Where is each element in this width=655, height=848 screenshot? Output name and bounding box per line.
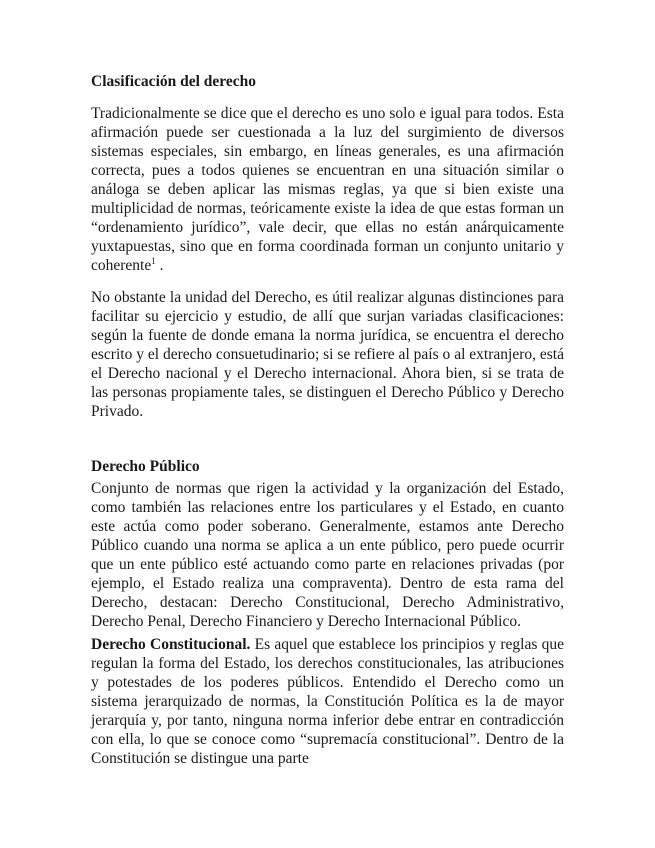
paragraph-derecho-publico-1: Conjunto de normas que rigen la actividad y la organización del Estado, como también las relaciones entre los particulares y el Estado, en cuanto este actúa como poder soberano. Generalmente, estamos ante Derecho Público cuando una norma se aplica a un ente público, pero puede ocurrir que un ente público esté actuando como parte en relaciones privadas (por ejemplo, el Estado realiza una compraventa). Dentro de esta rama del Derecho, destacan: Derecho Constitucional, Derecho Administrativo, Derecho Penal, Derecho Financiero y Derecho Internacional Público. — [91, 480, 564, 630]
document-body — [91, 72, 564, 768]
footnote-marker[interactable]: 1 — [151, 255, 156, 266]
section-title-derecho-publico: Derecho Público — [91, 458, 200, 475]
paragraph-lead-term: Derecho Constitucional. — [91, 636, 251, 653]
paragraph-clasificacion-2: No obstante la unidad del Derecho, es útil realizar algunas distinciones para facilitar su ejercicio y estudio, de allí que surjan variadas clasificaciones: según la fuente de donde emana la norma jurídica, se encuentra el derecho escrito y el derecho consuetudinario; si se refiere al país o al extranjero, está el Derecho nacional y el Derecho internacional. Ahora bien, si se trata de las personas propiamente tales, se distinguen el Derecho Público y Derecho Privado. — [91, 289, 564, 420]
paragraph-text: Es aquel que establece los principios y reglas que regulan la forma del Estado, los derechos constitucionales, las atribuciones y potestades de los poderes públicos. Entendido el Derecho como un sistema jerarquizado de normas, la Constitución Política es la de mayor jerarquía y, por tanto, ninguna norma inferior debe entrar en contradicción con ella, lo que se conoce como “supremacía constitucional”. Dentro de la Constitución se distingue una parte — [91, 636, 565, 767]
section-title-clasificacion: Clasificación del derecho — [91, 73, 257, 90]
paragraph-derecho-constitucional — [91, 635, 564, 768]
paragraph-clasificacion-1 — [91, 104, 564, 275]
paragraph-gap — [91, 275, 564, 288]
section-gap — [91, 421, 564, 457]
paragraph-end: . — [155, 257, 164, 274]
paragraph-text: Tradicionalmente se dice que el derecho es uno solo e igual para todos. Esta afirmación puede ser cuestionada a la luz del surgimiento de diversos sistemas especiales, sin embargo, en líneas generales, es una afirmación correcta, pues a todos quienes se encuentran en una situación similar o análoga se deben aplicar las mismas reglas, ya que si bien existe una multiplicidad de normas, teóricamente existe la idea de que estas forman un “ordenamiento jurídico”, vale decir, que ellas no están anárquicamente yuxtapuestas, sino que en forma coordinada forman un conjunto unitario y coherente — [91, 105, 564, 274]
